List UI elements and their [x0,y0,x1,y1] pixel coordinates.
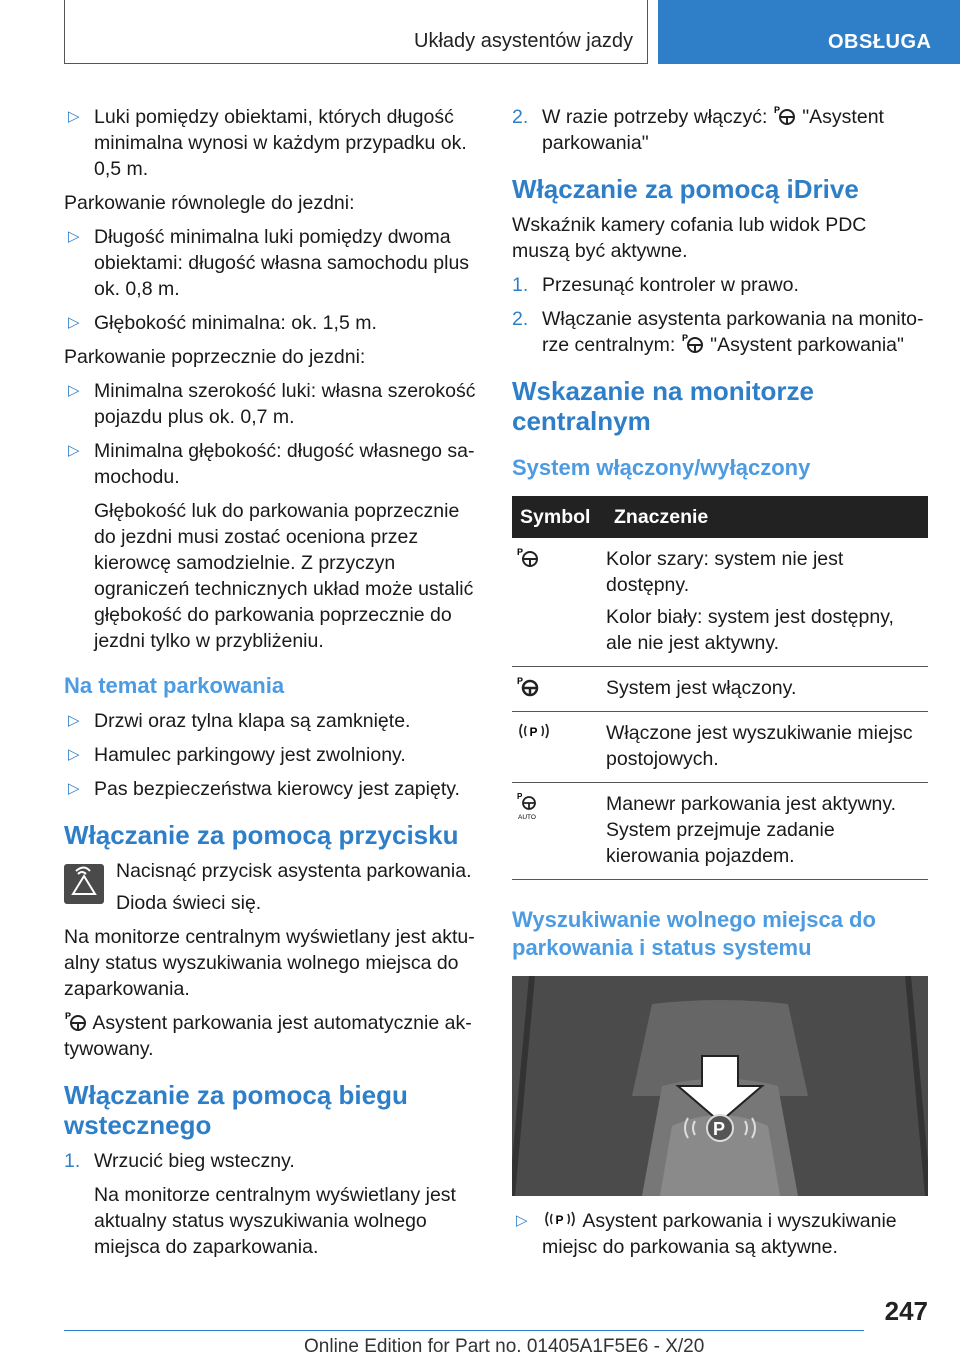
list-item: ▷ P Asystent parkowania i wyszukiwanie miejsc do parkowania są aktywne. [516,1210,897,1258]
heading-button: Włączanie za pomocą przycisku [64,820,459,850]
chapter-title: Układy asystentów jazdy [414,30,633,52]
paragraph: Wskaźnik kamery cofania lub widok PDC muszą być aktywne. [512,214,867,262]
table-row: P AUTO Manewr parkowania jest aktywny. System przejmuje zadanie kierowania pojazdem. [512,783,928,880]
symbol-table [512,496,928,880]
parking-search-icon [542,1208,578,1230]
svg-text:P: P [681,333,688,343]
parking-search-icon [516,720,552,742]
button-instruction: Nacisnąć przycisk asystenta parkowania. Dioda świeci się. [64,858,479,916]
svg-text:P: P [517,547,524,557]
parking-assistant-icon [64,1010,88,1032]
list-item: ▷ Długość minimalna luki pomiędzy dwoma obiektami: długość własna samochodu plus ok. 0,8 m. [68,226,470,300]
left-column [64,98,479,1268]
list-item: ▷ Minimalna głębokość: długość własnego samochodu. [68,440,475,488]
page-number: 247 [884,1296,928,1326]
list-item-note: Głębokość luk do parkowania poprzecznie do jezdni musi zostać oceniona przez kierowcę samodzielnie. Z przyczyn ograniczeń technicznych układ może ustalić głębokość do parkowania poprzecznie do jezdni tylko w przybliżeniu. [94,500,474,652]
bullet-triangle-icon: ▷ [516,1212,528,1229]
list-item: ▷ Drzwi oraz tylna klapa są zamknięte. [68,710,411,732]
paragraph: P Asystent parkowania jest automatycznie aktywowany. [64,1011,472,1060]
parking-button-icon [64,864,104,904]
list-item: ▷ Luki pomiędzy obiektami, których długość minimalna wynosi w każdym przypadku ok. 0,5 m. [68,106,467,180]
svg-text:AUTO: AUTO [518,814,536,821]
footer-divider [64,1330,864,1331]
page-header [0,0,960,66]
svg-text:P: P [517,792,523,801]
heading-monitor: Wskazanie na monitorze centralnym [512,376,814,436]
parking-assistant-icon [773,104,797,126]
svg-text:P: P [517,676,524,686]
section-tab [658,0,960,64]
section-label: OBSŁUGA [828,31,932,53]
list-item: ▷ Minimalna szerokość luki: własna szerokość pojazdu plus ok. 0,7 m. [68,380,476,428]
list-item: ▷ Hamulec parkingowy jest zwolniony. [68,744,406,766]
bullet-triangle-icon: ▷ [68,382,80,399]
table-row: P Włączone jest wyszukiwanie miejsc postojowych. [512,712,928,783]
heading-parking: Na temat parkowania [64,673,285,698]
step-item: 2. W razie potrzeby włączyć: P "Asystent parkowania" [512,105,884,154]
bullet-triangle-icon: ▷ [68,712,80,729]
list-item: ▷ Pas bezpieczeństwa kierowcy jest zapięty. [68,778,460,800]
svg-text:P: P [65,1011,72,1021]
right-column [512,98,928,1268]
step-item: 1. Wrzucić bieg wsteczny. [64,1150,295,1172]
header-title-box [64,0,648,64]
paragraph: Na monitorze centralnym wyświetlany jest aktualny status wyszukiwania wolnego miejsca do zaparkowania. [64,926,475,1000]
heading-idrive: Włączanie za pomocą iDrive [512,174,859,204]
svg-text:P: P [773,105,780,115]
table-header: Symbol Znaczenie [512,496,928,538]
list-item: ▷ Głębokość minimalna: ok. 1,5 m. [68,312,377,334]
bullet-triangle-icon: ▷ [68,108,80,125]
step-item: 1. Przesunąć kontroler w prawo. [512,274,799,296]
bullet-triangle-icon: ▷ [68,780,80,797]
parking-assistant-icon [516,546,540,568]
parking-auto-icon [516,791,540,821]
heading-reverse: Włączanie za pomocą biegu wstecznego [64,1080,408,1140]
bullet-triangle-icon: ▷ [68,228,80,245]
bullet-triangle-icon: ▷ [68,442,80,459]
paragraph: Parkowanie poprzecznie do jezdni: [64,346,366,368]
parking-assistant-icon [516,675,540,697]
table-row: P System jest włączony. [512,667,928,712]
paragraph: Parkowanie równolegle do jezdni: [64,192,355,214]
bullet-triangle-icon: ▷ [68,746,80,763]
svg-text:P: P [555,1213,564,1227]
heading-search: Wyszukiwanie wolnego miejsca do parkowania i status systemu [512,907,876,960]
camera-view-image [512,976,928,1196]
step-item: 2. Włączanie asystenta parkowania na monitorze centralnym: P "Asystent parkowania" [512,308,924,356]
parking-assistant-icon [681,332,705,354]
bullet-triangle-icon: ▷ [68,314,80,331]
table-row: P Kolor szary: system nie jest dostępny. Kolor biały: system jest dostępny, ale nie jest aktywny. [512,538,928,667]
svg-text:P: P [713,1119,726,1139]
edition-footer: Online Edition for Part no. 01405A1F5E6 - X/20 [304,1336,705,1357]
heading-onoff: System włączony/wyłączony [512,455,811,480]
svg-text:P: P [529,725,538,739]
step-note: Na monitorze centralnym wyświetlany jest aktualny status wyszukiwania wolnego miejsca do zaparkowania. [94,1184,456,1258]
